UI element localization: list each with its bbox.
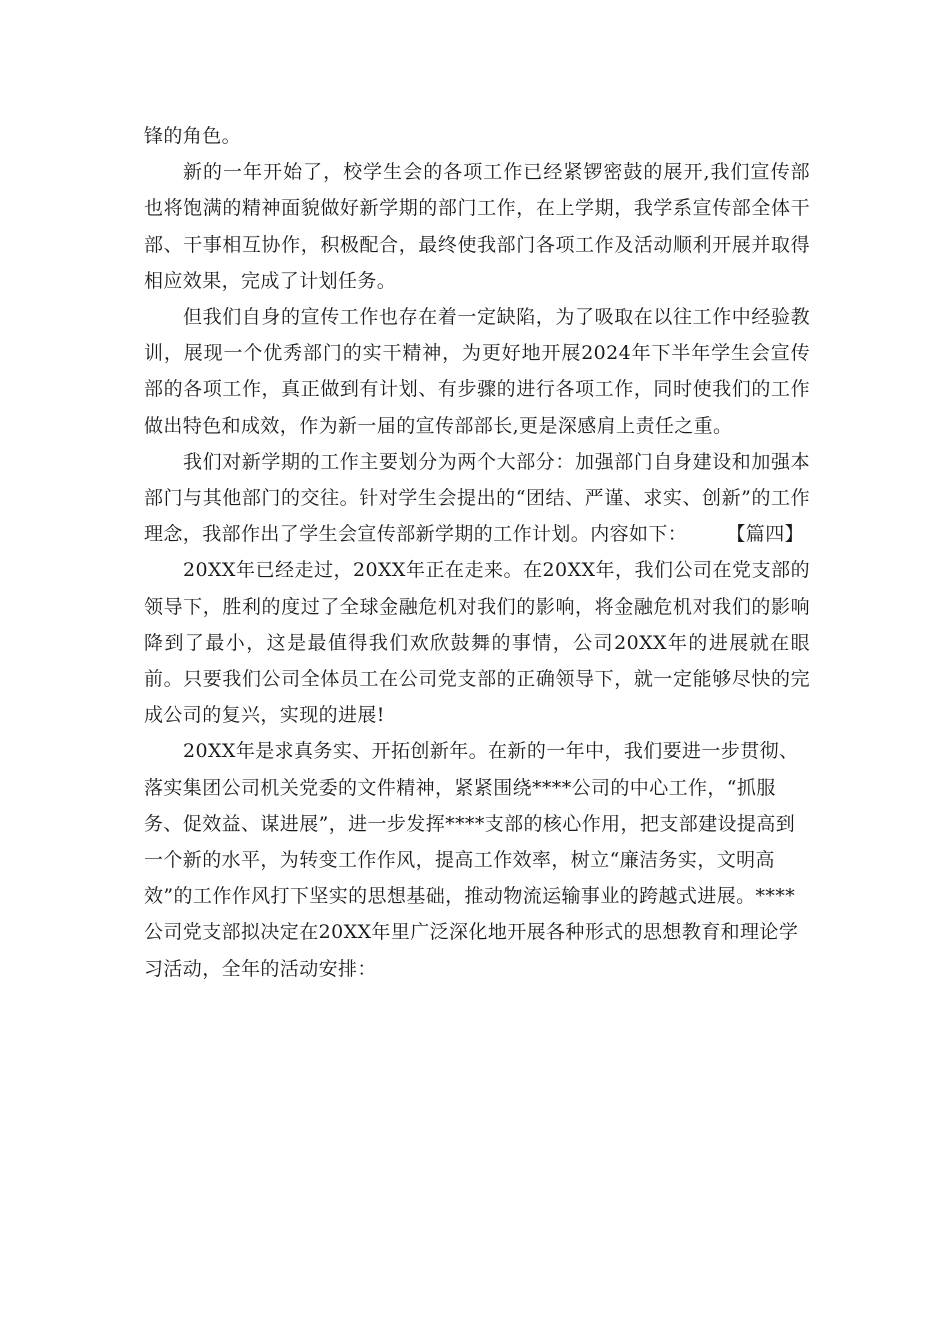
document-body bbox=[144, 118, 810, 987]
paragraph-1: 锋的角色。 bbox=[144, 125, 242, 147]
paragraph-4: 我们对新学期的工作主要划分为两个大部分：加强部门自身建设和加强本部门与其他部门的交往。针对学生会提出的“团结、严谨、求实、创新”的工作理念，我部作出了学生会宣传部新学期的工作计划。内容如下： 【篇四】 bbox=[144, 450, 810, 546]
paragraph-5: 20XX年已经走过，20XX年正在走来。在20XX年，我们公司在党支部的领导下，胜利的度过了全球金融危机对我们的影响，将金融危机对我们的影响降到了最小，这是最值得我们欢欣鼓舞的事情，公司20XX年的进展就在眼前。只要我们公司全体员工在公司党支部的正确领导下，就一定能够尽快的完成公司的复兴，实现的进展! bbox=[144, 559, 810, 727]
paragraph-6: 20XX年是求真务实、开拓创新年。在新的一年中，我们要进一步贯彻、落实集团公司机关党委的文件精神，紧紧围绕****公司的中心工作，“抓服务、促效益、谋进展”，进一步发挥****支部的核心作用，把支部建设提高到一个新的水平，为转变工作作风，提高工作效率，树立“廉洁务实，文明高效”的工作作风打下坚实的思想基础，推动物流运输事业的跨越式进展。****公司党支部拟决定在20XX年里广泛深化地开展各种形式的思想教育和理论学习活动，全年的活动安排： bbox=[144, 740, 799, 980]
paragraph-2: 新的一年开始了，校学生会的各项工作已经紧锣密鼓的展开,我们宣传部也将饱满的精神面貌做好新学期的部门工作，在上学期，我学系宣传部全体干部、干事相互协作，积极配合，最终使我部门各项工作及活动顺利开展并取得相应效果，完成了计划任务。 bbox=[144, 161, 810, 292]
paragraph-3: 但我们自身的宣传工作也存在着一定缺陷，为了吸取在以往工作中经验教训，展现一个优秀部门的实干精神，为更好地开展2024年下半年学生会宣传部的各项工作，真正做到有计划、有步骤的进行各项工作，同时使我们的工作做出特色和成效，作为新一届的宣传部部长,更是深感肩上责任之重。 bbox=[144, 306, 810, 437]
